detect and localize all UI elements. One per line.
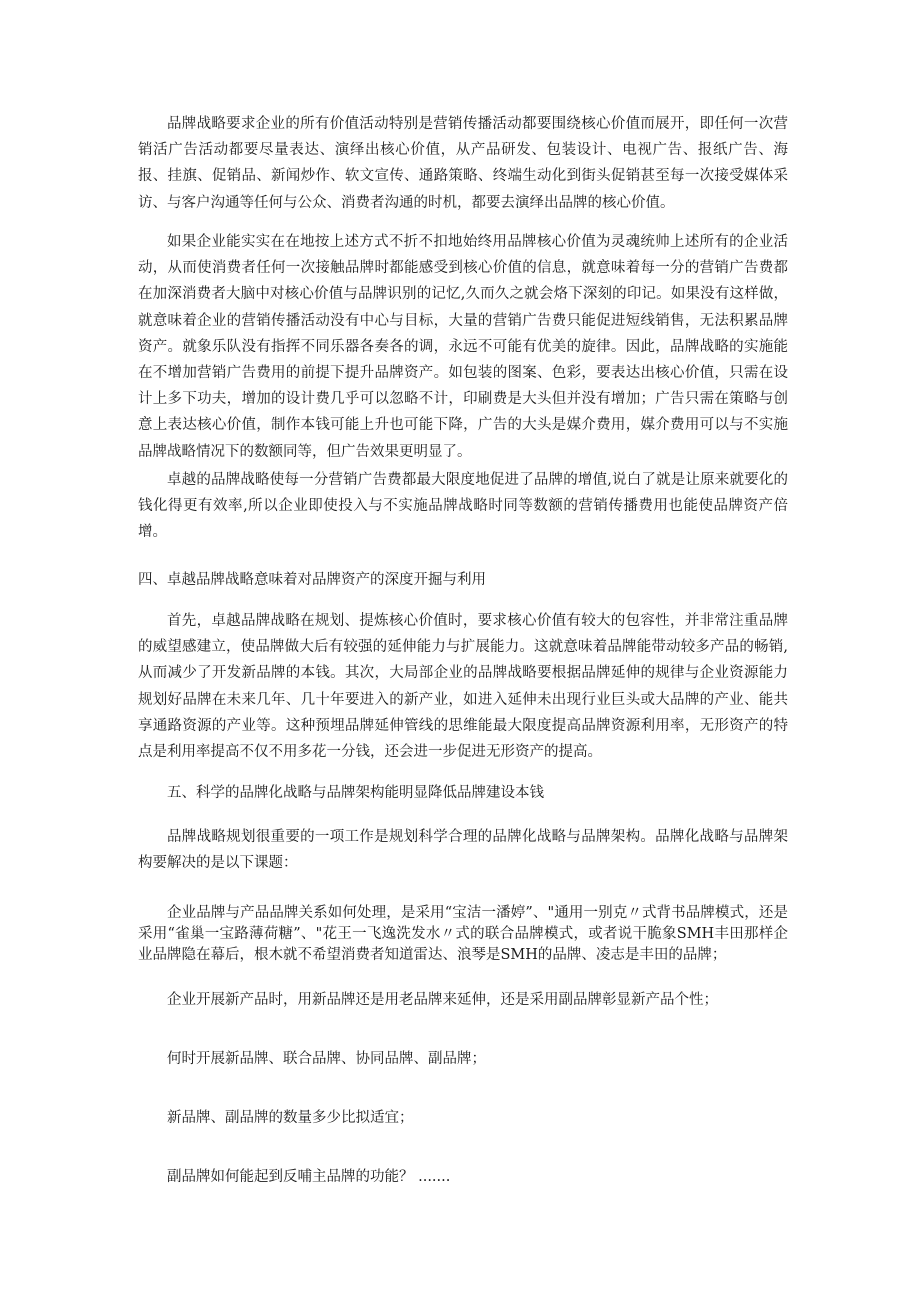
section-heading-4: 四、卓越品牌战略意味着对品牌资产的深度开掘与利用 [138,572,486,588]
section-heading-5: 五、科学的品牌化战略与品牌架构能明显降低品牌建设本钱 [167,785,544,801]
paragraph-consistent-execution: 如果企业能实实在在地按上述方式不折不扣地始终用品牌核心价值为灵魂统帅上述所有的企业活动，从而使消费者任何一次接触品牌时都能感受到核心价值的信息，就意味着每一分的营销广告费都在加深消费者大脑中对核心价值与品牌识别的记忆,久而久之就会烙下深刻的印记。如果没有这样做，就意味着企业的营销传播活动没有中心与目标，大量的营销广告费只能促进短线销售，无法积累品牌资产。就象乐队没有指挥不同乐器各奏各的调，永远不可能有优美的旋律。因此，品牌战略的实施能在不增加营销广告费用的前提下提升品牌资产。如包装的图案、色彩，要表达出核心价值，只需在设计上多下功夫，增加的设计费几乎可以忽略不计，印刷费是大头但并没有增加；广告只需在策略与创意上表达核心价值，制作本钱可能上升也可能下降，广告的大头是媒介费用，媒介费用可以与不实施品牌战略情况下的数额同等，但广告效果更明显了。 [138,234,788,460]
list-item-brand-quantity: 新品牌、副品牌的数量多少比拟适宜； [167,1110,414,1126]
paragraph-advertising-efficiency: 卓越的品牌战略使每一分营销广告费都最大限度地促进了品牌的增值,说白了就是让原来就要化的钱化得更有效率,所以企业即使投入与不实施品牌战略时同等数额的营销传播费用也能使品牌资产倍增。 [138,472,788,541]
list-item-sub-brand-function: 副品牌如何能起到反哺主品牌的功能？ ....... [167,1169,451,1185]
paragraph-brand-extension: 首先，卓越品牌战略在规划、提炼核心价值时，要求核心价值有较大的包容性，并非常注重品牌的威望感建立，使品牌做大后有较强的延伸能力与扩展能力。这就意味着品牌能带动较多产品的畅销,从而减少了开发新品牌的本钱。其次，大局部企业的品牌战略要根据品牌延伸的规律与企业资源能力规划好品牌在未来几年、几十年要进入的新产业，如进入延伸未出现行业巨头或大品牌的产业、能共享通路资源的产业等。这种预埋品牌延伸管线的思维能最大限度提高品牌资源利用率，无形资产的特点是利用率提高不仅不用多花一分钱，还会进一步促进无形资产的提高。 [138,613,788,761]
paragraph-brand-strategy-core-value: 品牌战略要求企业的所有价值活动特别是营销传播活动都要围绕核心价值而展开，即任何一次营销活广告活动都要尽量表达、演绎出核心价值，从产品研发、包装设计、电视广告、报纸广告、海报、挂旗、促销品、新闻炒作、软文宣传、通路策略、终端生动化到街头促销甚至每一次接受媒体采访、与客户沟通等任何与公众、消费者沟通的时机，都要去演绎出品牌的核心价值。 [138,116,788,211]
list-item-when-new-brand: 何时开展新品牌、联合品牌、协同品牌、副品牌； [167,1051,486,1067]
list-item-new-product-brand: 企业开展新产品时，用新品牌还是用老品牌来延伸，还是采用副品牌彰显新产品个性； [167,992,718,1008]
paragraph-brand-architecture: 品牌战略规划很重要的一项工作是规划科学合理的品牌化战略与品牌架构。品牌化战略与品牌架构要解决的是以下课题： [138,829,788,872]
list-item-corporate-product-brand: 企业品牌与产品品牌关系如何处理，是采用“宝洁一潘婷”、"通用一别克〃式背书品牌模式，还是采用“雀巢一宝路薄荷糖”、"花王一飞逸洗发水〃式的联合品牌模式，或者说干脆象SMH丰田那样企业品牌隐在幕后，根木就不希望消费者知道雷达、浪琴是SMH的品牌、凌志是丰田的品牌； [138,905,788,963]
